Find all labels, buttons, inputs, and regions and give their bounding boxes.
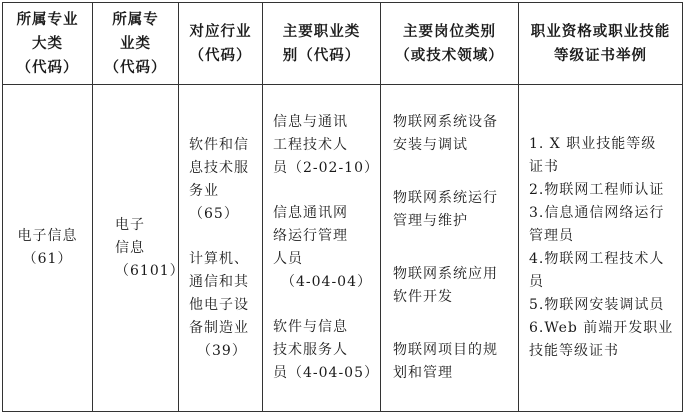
cell-certificates [519, 85, 683, 412]
occupation-item: 软件与信息 技术服务人 员（4-04-05） [273, 319, 379, 381]
position-item: 物联网系统设备 安装与调试 [393, 114, 498, 153]
cell-occupations [263, 85, 381, 412]
header-row [3, 3, 683, 85]
header-industry: 对应行业 （代码） [179, 3, 263, 85]
curriculum-table [2, 2, 683, 412]
data-row [3, 85, 683, 412]
certificate-item: 5.物联网安装调试员 [529, 297, 665, 313]
certificate-item: 1. X 职业技能等级 证书 [529, 136, 657, 175]
cell-major-class: 电子 信息 （6101） [93, 85, 179, 412]
occupation-item: 信息通讯网 络运行管理 人员 （4-04-04） [273, 205, 372, 290]
header-major-category: 所属专业 大类 （代码） [3, 3, 93, 85]
cell-industries [179, 85, 263, 412]
header-position: 主要岗位类别 （或技术领域） [381, 3, 519, 85]
position-item: 物联网系统应用 软件开发 [393, 266, 498, 305]
certificate-item: 4.物联网工程技术人 员 [529, 251, 665, 290]
industry-item: 计算机、 通信和其 他电子设 备制造业 （39） [189, 250, 249, 359]
industry-item: 软件和信 息技术服 务业（65） [189, 136, 249, 222]
certificate-item: 6.Web 前端开发职业 技能等级证书 [529, 320, 674, 359]
position-item: 物联网项目的规 划和管理 [393, 342, 498, 381]
cell-positions [381, 85, 519, 412]
header-certificate: 职业资格或职业技能 等级证书举例 [519, 3, 683, 85]
header-occupation: 主要职业类 别（代码） [263, 3, 381, 85]
certificate-item: 2.物联网工程师认证 [529, 182, 665, 198]
header-major-class: 所属专 业类 （代码） [93, 3, 179, 85]
occupation-item: 信息与通讯 工程技术人 员（2-02-10） [273, 114, 379, 176]
position-item: 物联网系统运行 管理与维护 [393, 190, 498, 229]
certificate-item: 3.信息通信网络运行 管理员 [529, 205, 665, 244]
cell-major-category: 电子信息 （61） [3, 85, 93, 412]
